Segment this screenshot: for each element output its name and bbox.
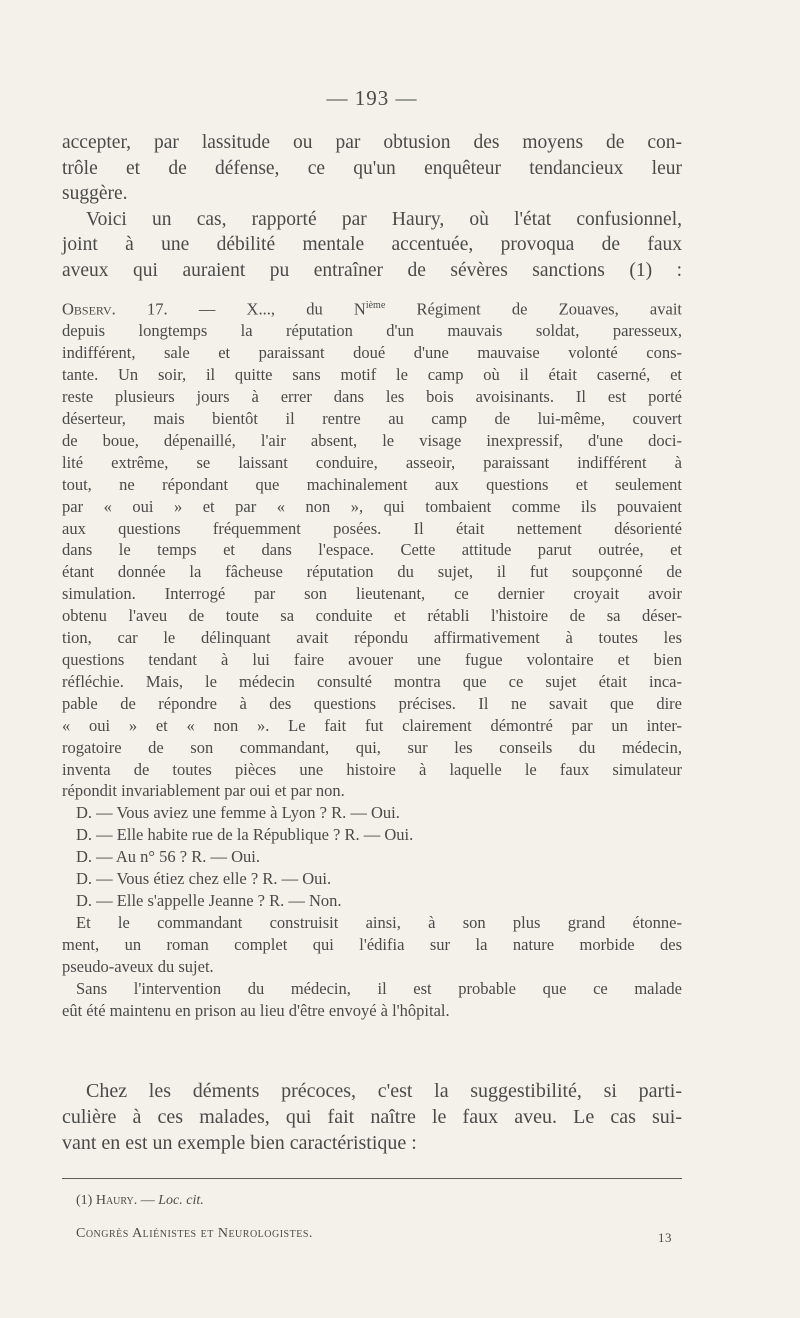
text-line: reste plusieurs jours à errer dans les bois avoisinants. Il est porté [62, 387, 682, 407]
dialogue-list [62, 802, 682, 912]
conclusion-paragraph [62, 1078, 682, 1156]
superscript: ième [365, 300, 386, 311]
case-intro-text [62, 207, 682, 284]
observation-block [62, 295, 682, 1021]
text-line: simulation. Interrogé par son lieutenant, ce dernier croyait avoir [62, 584, 682, 604]
text-line: depuis longtemps la réputation d'un mauvais soldat, paresseux, [62, 321, 682, 341]
intro-paragraph [62, 130, 682, 283]
text-line: eût été maintenu en prison au lieu d'être envoyé à l'hôpital. [62, 1000, 450, 1020]
text-line: ment, un roman complet qui l'édifia sur la nature morbide des [62, 934, 682, 954]
text-line: aveux qui auraient pu entraîner de sévères sanctions (1) : [62, 259, 682, 281]
page-number: — 193 — [326, 86, 418, 110]
text-line: de boue, dépenaillé, l'air absent, le visage inexpressif, d'une doci- [62, 430, 682, 450]
text-line: dans le temps et dans l'espace. Cette attitude parut outrée, et [62, 540, 682, 560]
observation-first-line [62, 295, 682, 320]
text-line: « oui » et « non ». Le fait fut clairement démontré par un inter- [62, 715, 682, 735]
text-line: tante. Un soir, il quitte sans motif le camp où il était caserné, et [62, 365, 682, 385]
dialogue-line: D. — Au n° 56 ? R. — Oui. [76, 847, 260, 867]
closing-text [62, 978, 682, 1022]
dialogue-line: D. — Vous aviez une femme à Lyon ? R. — Oui. [76, 803, 400, 823]
text-line: aux questions fréquemment posées. Il était nettement désorienté [62, 518, 682, 538]
text-line: réfléchie. Mais, le médecin consulté montra que ce sujet était inca- [62, 671, 682, 691]
text-line: accepter, par lassitude ou par obtusion des moyens de con- [62, 132, 682, 153]
dialogue-line: D. — Elle s'appelle Jeanne ? R. — Non. [76, 890, 342, 910]
text-line: tout, ne répondant que machinalement aux questions et seulement [62, 474, 682, 494]
text-line: obtenu l'aveu de toute sa conduite et rétabli l'histoire de sa déser- [62, 606, 682, 626]
text-line: vant en est un exemple bien caractéristique : [62, 1132, 417, 1154]
text-line: joint à une débilité mentale accentuée, provoqua de faux [62, 234, 682, 255]
text-line: inventa de toutes pièces une histoire à laquelle le faux simulateur [62, 759, 682, 779]
text-line: questions tendant à lui faire avouer une fugue volontaire et bien [62, 650, 682, 669]
text-line: déserteur, mais bientôt il rentre au camp de lui-même, couvert [62, 409, 682, 429]
text-line: rogatoire de son commandant, qui, sur les conseils du médecin, [62, 737, 682, 757]
conclusion-text [62, 1078, 682, 1156]
text-line: Sans l'intervention du médecin, il est probable que ce malade [76, 978, 682, 998]
text-line: par « oui » et par « non », qui tombaient comme ils pouvaient [62, 496, 682, 516]
after-dialogue-text [62, 912, 682, 978]
footnote-ref: Loc. cit. [158, 1193, 204, 1208]
text-line: Et le commandant construisit ainsi, à son plus grand étonne- [76, 912, 682, 932]
text-line: pable de répondre à des questions précises. Il ne savait que dire [62, 693, 682, 713]
text-line: étant donnée la fâcheuse réputation du sujet, il fut soupçonné de [62, 562, 682, 582]
dialogue-line: D. — Elle habite rue de la République ? R. — Oui. [76, 825, 414, 845]
footnote-separator: . — [133, 1193, 159, 1208]
text-fragment: Régiment de Zouaves, avait [385, 299, 682, 319]
publication-title: Congrès Aliénistes et Neurologistes. [76, 1226, 313, 1241]
text-line: répondit invariablement par oui et par non. [62, 781, 345, 801]
intro-text [62, 130, 682, 207]
page-footer [76, 1226, 682, 1245]
text-line: lité extrême, se laissant conduire, asseoir, paraissant indifférent à [62, 452, 682, 472]
text-line: Chez les déments précoces, c'est la suggestibilité, si parti- [86, 1080, 682, 1102]
text-line: indifférent, sale et paraissant doué d'une mauvaise volonté cons- [62, 343, 682, 363]
text-line: suggère. [62, 183, 128, 204]
footnote-marker: (1) [76, 1193, 96, 1208]
signature-mark: 13 [658, 1230, 672, 1245]
text-line: trôle et de défense, ce qu'un enquêteur tendancieux leur [62, 157, 682, 179]
observation-text [62, 295, 682, 802]
observation-label: Observ. [62, 299, 116, 319]
footnote [76, 1193, 204, 1209]
text-line: pseudo-aveux du sujet. [62, 956, 214, 976]
text-line: tion, car le délinquant avait répondu affirmativement à toutes les [62, 628, 682, 648]
footnote-rule [62, 1178, 682, 1179]
footnote-author: Haury [95, 1193, 134, 1208]
text-line: culière à ces malades, qui fait naître le faux aveu. Le cas sui- [62, 1106, 682, 1128]
dialogue-line: D. — Vous étiez chez elle ? R. — Oui. [76, 869, 332, 889]
text-fragment: 17. — X..., du N [115, 299, 366, 319]
text-line: Voici un cas, rapporté par Haury, où l'état confusionnel, [86, 208, 682, 230]
